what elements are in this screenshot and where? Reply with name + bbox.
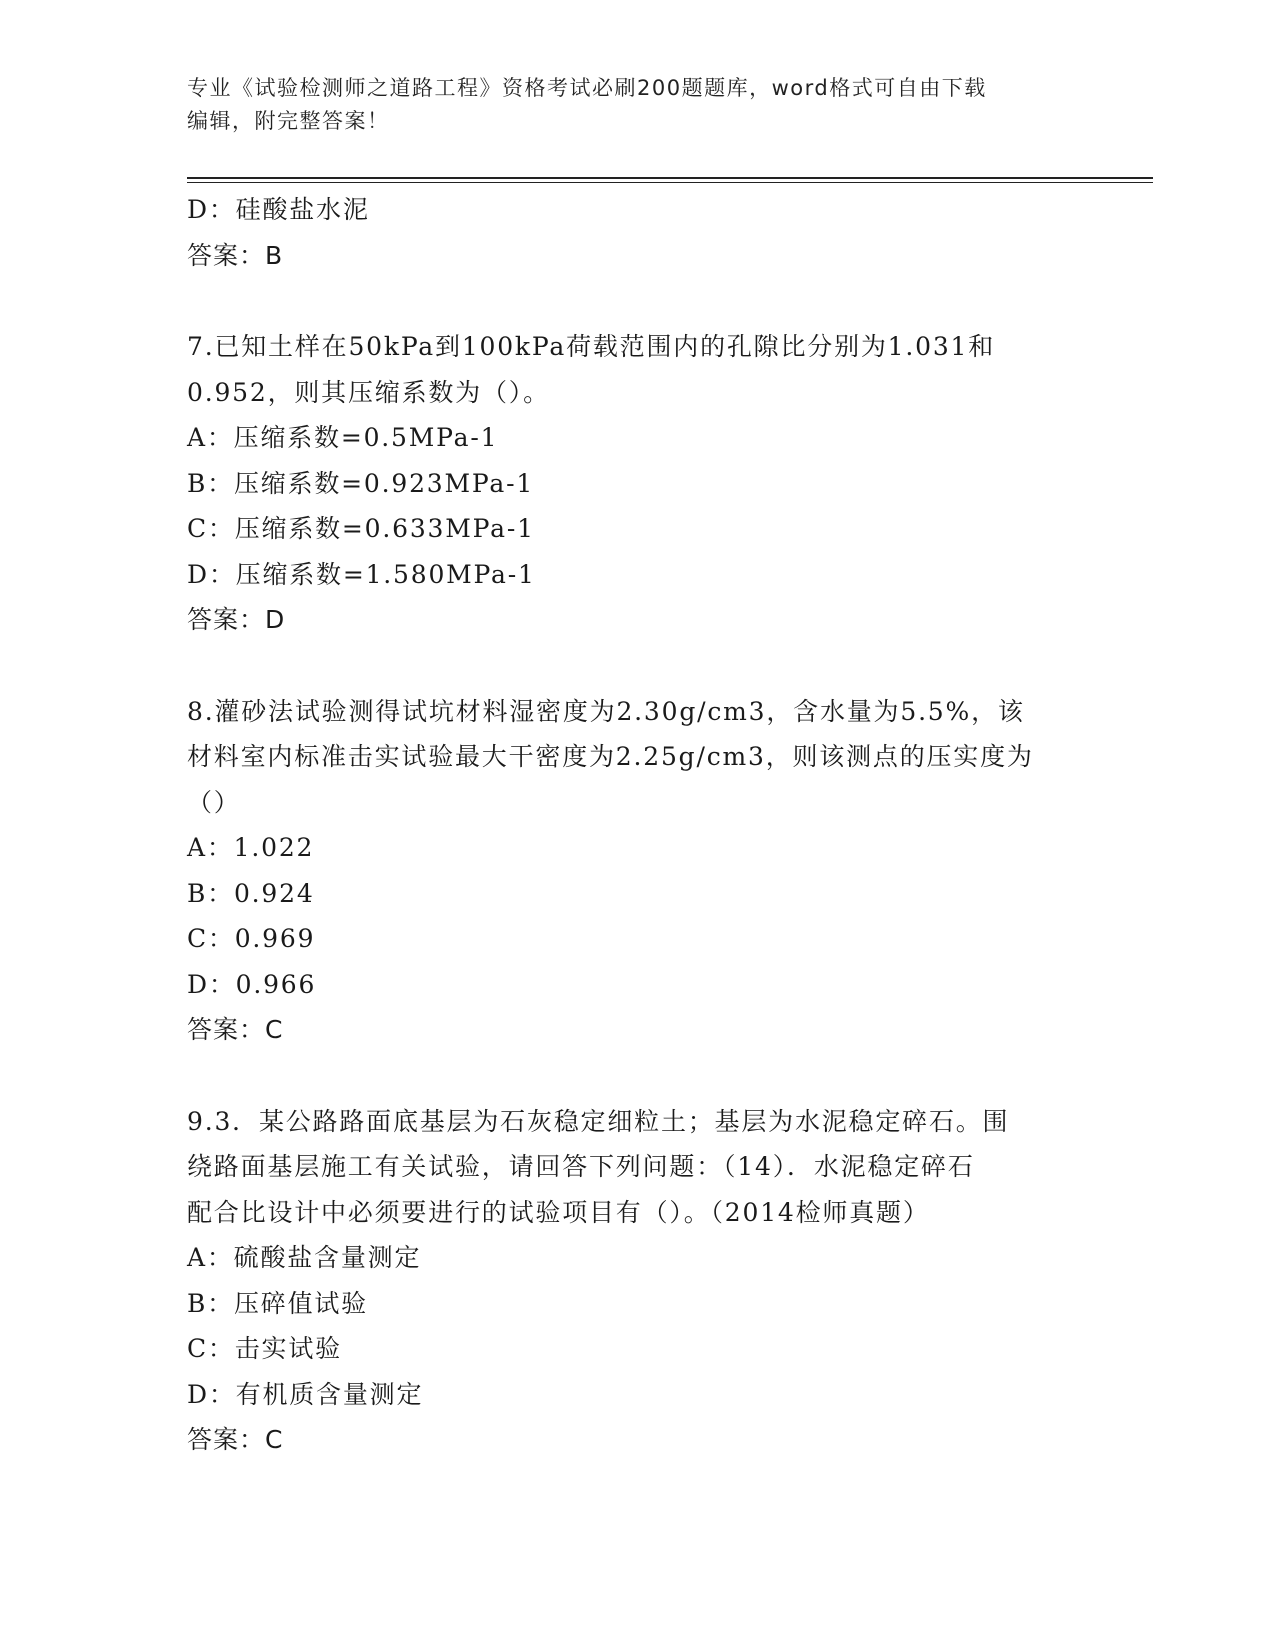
header-line-1: 专业《试验检测师之道路工程》资格考试必刷200题题库，word格式可自由下载 bbox=[187, 76, 987, 100]
question-stem-line: （） bbox=[187, 787, 241, 817]
question-stem-line: 9.3．某公路路面底基层为石灰稳定细粒土；基层为水泥稳定碎石。围 bbox=[187, 1106, 1010, 1136]
option-c: C：0.969 bbox=[187, 924, 316, 953]
question-8 bbox=[187, 689, 1087, 1053]
answer: 答案：C bbox=[187, 1015, 284, 1044]
option-a: A：硫酸盐含量测定 bbox=[187, 1243, 422, 1272]
question-stem-line: 7.已知土样在50kPa到100kPa荷载范围内的孔隙比分别为1.031和 bbox=[187, 332, 996, 361]
option-b: B：压缩系数=0.923MPa-1 bbox=[187, 468, 535, 498]
option-a: A：压缩系数=0.5MPa-1 bbox=[187, 423, 499, 452]
header-divider-thin bbox=[187, 182, 1153, 183]
answer: 答案：B bbox=[187, 240, 284, 270]
question-stem-line: 绕路面基层施工有关试验，请回答下列问题：（14）．水泥稳定碎石 bbox=[187, 1152, 975, 1181]
option-d: D：0.966 bbox=[187, 969, 317, 999]
option-d: D：压缩系数=1.580MPa-1 bbox=[187, 559, 536, 589]
page-header bbox=[187, 72, 1087, 138]
question-stem-line: 0.952，则其压缩系数为（）。 bbox=[187, 377, 550, 407]
header-divider-thick bbox=[187, 177, 1153, 179]
header-line-2: 编辑，附完整答案！ bbox=[187, 109, 390, 133]
option-a: A：1.022 bbox=[187, 833, 315, 862]
option-c: C：击实试验 bbox=[187, 1334, 342, 1363]
question-stem-line: 8.灌砂法试验测得试坑材料湿密度为2.30g/cm3，含水量为5.5%，该 bbox=[187, 696, 1025, 726]
answer: 答案：C bbox=[187, 1425, 284, 1454]
question-9 bbox=[187, 1099, 1087, 1463]
question-content bbox=[187, 187, 1087, 1463]
question-stem-line: 材料室内标准击实试验最大干密度为2.25g/cm3，则该测点的压实度为 bbox=[187, 742, 1034, 771]
option-d: D：有机质含量测定 bbox=[187, 1379, 424, 1409]
option-b: B：压碎值试验 bbox=[187, 1288, 368, 1318]
option-b: B：0.924 bbox=[187, 878, 315, 908]
question-stem-line: 配合比设计中必须要进行的试验项目有（）。（2014检师真题） bbox=[187, 1197, 930, 1227]
option-c: C：压缩系数=0.633MPa-1 bbox=[187, 514, 535, 543]
question-7 bbox=[187, 324, 1087, 643]
answer: 答案：D bbox=[187, 605, 286, 634]
option-d: D：硅酸盐水泥 bbox=[187, 195, 370, 224]
